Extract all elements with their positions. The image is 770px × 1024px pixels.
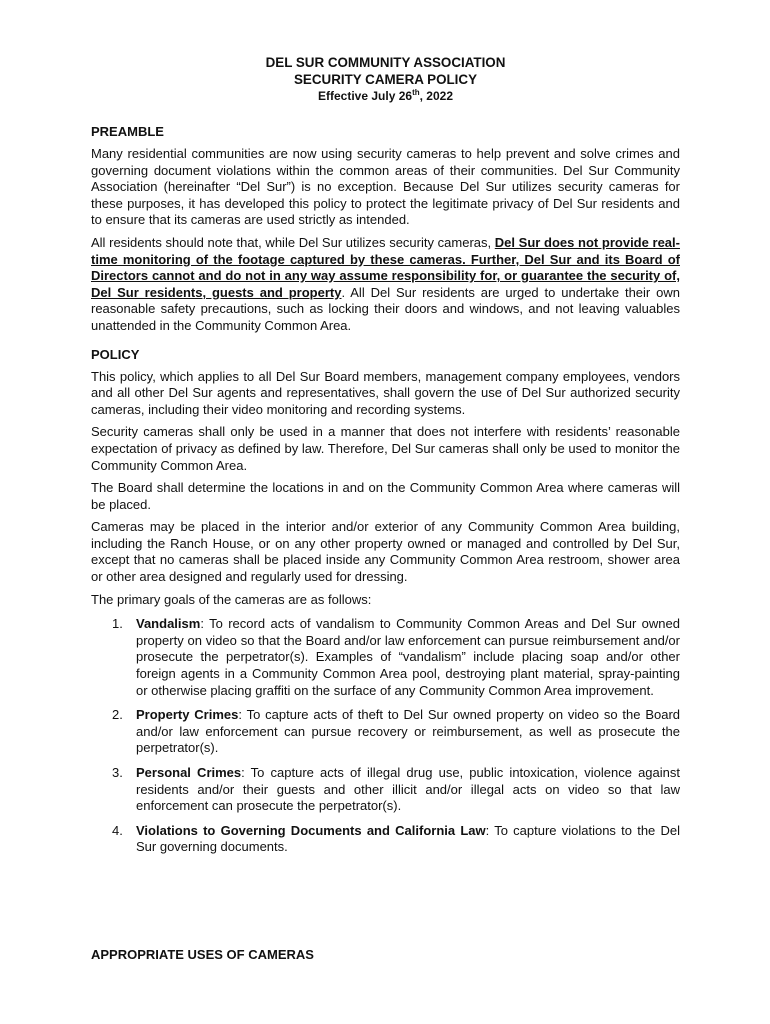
policy-paragraph-3: The Board shall determine the locations in and on the Community Common Area where cameras will be placed.: [91, 480, 680, 512]
document-body: [91, 54, 680, 856]
goal-item-property-crimes: 2. Property Crimes: To capture acts of theft to Del Sur owned property on video so the Board and/or law enforcement can pursue recovery or reimbursement, as well as prosecute the perpetrator(s).: [112, 707, 681, 756]
org-title: DEL SUR COMMUNITY ASSOCIATION: [265, 55, 506, 70]
policy-paragraph-2: Security cameras shall only be used in a manner that does not interfere with residents’ reasonable expectation of privacy as defined by law. Therefore, Del Sur cameras shall only be used to monitor the Community Common Area.: [91, 424, 680, 473]
preamble-paragraph-2: All residents should note that, while Del Sur utilizes security cameras, Del Sur does not provide real-time monitoring of the footage captured by these cameras. Further, Del Sur and its Board of Directors cannot and do not in any way assume responsibility for, or guarantee the security of, Del Sur residents, guests and property. All Del Sur residents are urged to undertake their own reasonable safety precautions, such as locking their doors and windows, and not leaving valuables unattended in the Community Common Area.: [91, 234, 680, 333]
goals-list: [91, 616, 680, 856]
policy-title: SECURITY CAMERA POLICY: [293, 72, 478, 87]
goal-item-personal-crimes: 3. Personal Crimes: To capture acts of illegal drug use, public intoxication, violence against residents and/or their guests and other illicit and/or illegal acts on video so that law enforcement can prosecute the perpetrator(s).: [112, 765, 680, 814]
preamble-paragraph-1: Many residential communities are now using security cameras to help prevent and solve crimes and governing document violations within the common areas of their communities. Del Sur Community Association (hereinafter “Del Sur”) is no exception. Because Del Sur utilizes security cameras for these purposes, it has developed this policy to protect the legitimate privacy of Del Sur residents and to ensure that its cameras are used strictly as intended.: [91, 146, 680, 228]
goal-item-vandalism: 1. Vandalism: To record acts of vandalism to Community Common Areas and Del Sur owned property on video so that the Board and/or law enforcement can pursue reimbursement and/or prosecute the perpetrator(s). Examples of “vandalism” include placing soap and/or other foreign agents in a Community Common Area pool, destroying plant material, spray-painting or otherwise placing graffiti on the surface of any Community Common Area improvement.: [112, 616, 680, 698]
disclaimer-text: Del Sur does not provide real-time monitoring of the footage captured by these cameras. Further, Del Sur and its Board of Directors cannot and do not in any way assume responsibility for, or guarantee the security of, Del Sur residents, guests and property: [91, 234, 680, 300]
preamble-heading: PREAMBLE: [91, 124, 164, 139]
policy-paragraph-5: The primary goals of the cameras are as follows:: [91, 591, 372, 607]
effective-date: Effective July 26th, 2022: [318, 88, 453, 103]
policy-paragraph-4: Cameras may be placed in the interior and/or exterior of any Community Common Area building, including the Ranch House, or on any other property owned or managed and controlled by Del Sur, except that no cameras shall be placed inside any Community Common Area restroom, shower area or other area designed and regularly used for dressing.: [91, 519, 680, 585]
appropriate-uses-heading: APPROPRIATE USES OF CAMERAS: [91, 947, 314, 962]
goal-item-violations: 4. Violations to Governing Documents and California Law: To capture violations to the Del Sur governing documents.: [112, 822, 680, 855]
policy-heading: POLICY: [91, 346, 140, 362]
policy-paragraph-1: This policy, which applies to all Del Sur Board members, management company employees, vendors and all other Del Sur agents and representatives, shall govern the use of Del Sur authorized security cameras, including their video monitoring and recording systems.: [91, 368, 680, 417]
